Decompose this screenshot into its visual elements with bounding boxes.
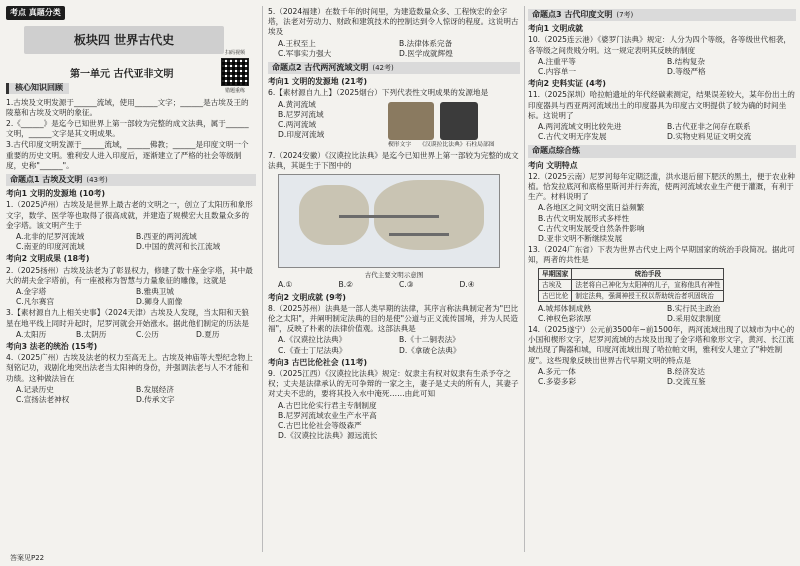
section-heading: 核心知识回顾 [6, 83, 69, 93]
map-caption: 古代主要文明示意图 [364, 271, 424, 280]
option[interactable]: B.古代文明发展形式多样性 [538, 213, 630, 223]
option[interactable]: C.多姿多彩 [538, 377, 577, 387]
question-1: 1.（2025泸州）古埃及是世界上最古老的文明之一，创立了太阳历和象形文字，数学、医学等也取得了很高成就，并建造了规模宏大且数量众多的金字塔。该文明产生于 [6, 200, 253, 230]
answer-reference: 答案见P22 [10, 554, 45, 562]
option[interactable]: B.尼罗河流域农业生产水平高 [278, 410, 377, 420]
category-tag: 考点 真题分类 [6, 6, 65, 20]
options-q3[interactable] [6, 330, 256, 340]
topic-title: 命题点1 古埃及文明 [10, 175, 83, 185]
option[interactable]: D.印度河流域 [278, 130, 325, 140]
option[interactable]: B.尼罗河流域 [278, 109, 324, 119]
option[interactable]: C.内容单一 [538, 67, 577, 77]
question-14: 14.（2025遂宁）公元前3500年~前1500年，两河流域出现了以城市为中心的小国和楔形文字，尼罗河流域的古埃及出现了金字塔和象形文字，黄河、长江流域出现了陶器和城，印度河流域出现了哈拉帕文明，雅利安人建立了"种姓制度"。这些现象反映出世界古代早期文明的特点是 [528, 325, 795, 365]
option[interactable]: C.凡尔赛宫 [16, 297, 55, 307]
option[interactable]: C.两河流域 [278, 120, 317, 130]
table-cell: 制定法典，强调神授王权以帮助统治者巩固统治 [572, 290, 724, 301]
knowledge-item: 1.古埃及文明发源于______流域，使用______文字；______是古埃及王的陵墓和古埃及文明的象征。 [6, 97, 249, 117]
option[interactable]: D.夏历 [196, 329, 220, 339]
option[interactable]: C.《查士丁尼法典》 [278, 345, 347, 355]
option[interactable]: C.③ [399, 280, 414, 290]
module-title: 板块四 世界古代史 [24, 26, 224, 54]
question-3: 3.【素材源自九上相关史事】（2024天津）古埃及人发现，当太阳和天狼星在地平线上同时升起时，尼罗河就会开始涨水。据此他们制定的历法是 [6, 308, 249, 328]
options-q2[interactable] [6, 287, 256, 307]
option[interactable]: C.古巴比伦社会等级森严 [278, 421, 362, 431]
option[interactable]: A.多元一体 [538, 366, 576, 376]
option[interactable]: A.两河流域文明比较先进 [538, 122, 622, 132]
option[interactable]: C.古代文明无序发展 [538, 132, 607, 142]
options-q7[interactable] [268, 280, 520, 290]
question-11: 11.（2025深圳）哈拉帕遗址的年代经碳素测定，结果误差较大，某年份出土的印度器具与西亚两河流域出土的印度器具为印度古文明提供了较为确的时间坐标。这说明了 [528, 90, 795, 120]
question-5: 5.（2024福建）在数千年的时间里，为建造数量众多、工程恢宏的金字塔，法老对劳动力、财政和建筑技术的控制达到令人惊讶的程度。这说明古埃及 [268, 7, 519, 37]
option[interactable]: D.传承文字 [136, 395, 175, 405]
option[interactable]: A.各地区之间文明交流日益频繁 [538, 203, 645, 213]
question-10: 10.（2025连云港）《婆罗门法典》规定：人分为四个等级，各等级世代相袭，各等级之间贵贱分明。这一规定表明其反映的制度 [528, 35, 792, 55]
hammurabi-stele-image [440, 102, 478, 140]
question-4: 4.（2025广州）古埃及法老的权力至高无上。古埃及神庙等大型纪念物上刻铭记功，戏剧化地突出法老当太阳神的身份，并强调法老与人不才能和功绩。这种做法旨在 [6, 353, 253, 383]
option[interactable]: B.雅典卫城 [136, 287, 174, 297]
option[interactable]: D.《拿破仑法典》 [399, 345, 461, 355]
option[interactable]: D.交流互鉴 [667, 377, 706, 387]
option[interactable]: D.医学成就辉煌 [399, 48, 453, 58]
option[interactable]: A.城邦体制成熟 [538, 303, 592, 313]
topic-title: 命题点2 古代两河流域文明 [272, 63, 369, 73]
option[interactable]: D.亚非文明不断继续发展 [538, 234, 623, 244]
option[interactable]: C.神权色彩浓厚 [538, 313, 592, 323]
qr-label-bottom: 错题重练 [224, 88, 245, 94]
options-q8[interactable] [268, 335, 520, 355]
direction-heading: 考向3 法老的统治 (15考) [6, 342, 98, 352]
question-2: 2.（2025扬州）古埃及法老为了彰显权力，修建了数十座金字塔，其中最大的胡夫金字塔前，有一座被称为智慧与力量象征的雕像，这就是 [6, 265, 253, 285]
options-q11[interactable] [528, 122, 796, 142]
option[interactable]: D.等级严格 [667, 67, 706, 77]
direction-heading: 考向2 文明成就 (9考) [268, 292, 346, 302]
option[interactable]: C.南亚的印度河流域 [16, 242, 85, 252]
direction-heading: 考向3 古巴比伦社会 (11考) [268, 357, 368, 367]
topic-heading [268, 62, 520, 74]
topic-heading [6, 174, 256, 186]
knowledge-item: 2.《______》是迄今已知世界上第一部较为完整的成文法典，属于______文明，______文字是其文明成果。 [6, 119, 249, 139]
option[interactable]: A.古巴比伦实行君主专制制度 [278, 400, 377, 410]
option[interactable]: A.金字塔 [16, 287, 47, 297]
option[interactable]: A.记录历史 [16, 384, 54, 394]
options-q4[interactable] [6, 385, 256, 405]
direction-heading: 考向1 文明的发源地 (21考) [268, 77, 368, 87]
option[interactable]: C.宣扬法老神权 [16, 395, 70, 405]
column-left [6, 6, 256, 552]
cuneiform-tablet-image [388, 102, 434, 140]
question-7: 7.（2024安徽）《汉谟拉比法典》是迄今已知世界上第一部较为完整的成文法典，其诞生于下图中的 [268, 150, 519, 171]
table-header: 早期国家 [539, 268, 572, 279]
question-12: 12.（2025云南）尼罗河每年定期泛滥，洪水退后留下肥沃的黑土，便于农业种植。恰发拉底河和底格里斯河并行奔流，使两河流域农业生产便于灌溉，有利于生产。材料说明了 [528, 171, 795, 202]
option[interactable]: A.北非的尼罗河流域 [16, 232, 85, 242]
option[interactable]: C.公历 [136, 329, 159, 339]
image-caption: 楔形文字 [388, 141, 412, 148]
option[interactable]: B.结构复杂 [667, 56, 705, 66]
options-q6[interactable] [268, 100, 388, 150]
column-middle [268, 6, 520, 552]
column-divider [524, 6, 525, 552]
option[interactable]: B.经济发达 [667, 366, 705, 376]
option[interactable]: B.发展经济 [136, 384, 174, 394]
options-q5[interactable] [268, 39, 520, 59]
unit-title: 第一单元 古代亚非文明 [70, 69, 174, 81]
direction-heading: 考向1 文明成就 [528, 24, 583, 34]
option[interactable]: B.《十二铜表法》 [399, 335, 460, 345]
map-route [339, 215, 439, 218]
direction-heading: 考向2 文明成果 (18考) [6, 254, 90, 264]
option[interactable]: A.《汉谟拉比法典》 [278, 335, 347, 345]
direction-heading: 考向1 文明的发源地 (10考) [6, 189, 106, 199]
table-row [539, 290, 724, 301]
option[interactable]: A.王权至上 [278, 38, 316, 48]
table-header: 统治手段 [572, 268, 724, 279]
option[interactable]: D.《汉谟拉比法典》源远流长 [278, 431, 378, 441]
option[interactable]: D.中国的黄河和长江流域 [136, 242, 221, 252]
option[interactable]: D.④ [459, 280, 475, 290]
option[interactable]: B.古代亚非之间存在联系 [667, 122, 751, 132]
direction-heading: 考向 文明特点 [528, 160, 578, 170]
topic-count: (43考) [86, 176, 108, 185]
practice-heading: 命题点综合练 [528, 145, 796, 157]
table-cell: 法老将自己神化为太阳神的儿子，宣称他具有神性 [572, 279, 724, 290]
option[interactable]: B.西亚的两河流域 [136, 232, 197, 242]
qr-label-top: 扫码视频 [224, 50, 245, 56]
option[interactable]: A.太阳历 [16, 329, 47, 339]
question-9: 9.（2025江西）《汉谟拉比法典》规定：奴隶主有权对奴隶有生杀予夺之权；丈夫是法律承认的无可争辩的一家之主，妻子是丈夫的所有人，其妻子对丈夫不忠的，要将其投入水中淹死……由此可知 [268, 369, 519, 399]
option[interactable]: D.实物史料见证文明交流 [667, 132, 752, 142]
options-q14[interactable] [528, 367, 796, 387]
option[interactable]: A.黄河流域 [278, 99, 316, 109]
options-q10[interactable] [528, 57, 796, 77]
qr-code-icon[interactable] [221, 58, 249, 86]
map-route [389, 233, 449, 236]
column-divider [262, 6, 263, 552]
topic-count: (42考) [372, 64, 394, 73]
qr-code-box[interactable] [220, 50, 250, 98]
option[interactable]: A.① [278, 280, 293, 290]
option[interactable]: B.② [338, 280, 353, 290]
option[interactable]: B.太阴历 [76, 329, 107, 339]
option[interactable]: B.实行民主政治 [667, 303, 721, 313]
table-cell: 古巴比伦 [539, 290, 572, 301]
option[interactable]: B.法律体系完备 [399, 38, 453, 48]
table-cell: 古埃及 [539, 279, 572, 290]
question-13: 13.（2024广东省）下表为世界古代史上两个早期国家的统治手段简况。据此可知，两者的共性是 [528, 245, 795, 265]
options-q1[interactable] [6, 232, 256, 252]
option[interactable]: C.古代文明发展受自然条件影响 [538, 223, 645, 233]
options-q9[interactable] [268, 401, 520, 442]
comparison-table [538, 268, 724, 302]
direction-heading: 考向2 史料实证 (4考) [528, 79, 606, 89]
artifact-images [388, 102, 495, 140]
option[interactable]: A.注重平等 [538, 56, 576, 66]
image-caption: 《汉谟拉比法典》石柱局部图 [419, 141, 495, 148]
options-q13[interactable] [528, 304, 796, 324]
knowledge-item: 3.古代印度文明发源于______流域，______佛教；______是印度文明一个重要的历史文明。雅利安人进入印度后，逐渐建立了严格的社会等级制度，史称"______"。 [6, 140, 249, 170]
question-8: 8.（2025苏州）法典是一部人类早期的法律，其序言称法典制定者为"巴比伦之太阳"，并阐明制定法典的目的是使"公道与正义流传国境，并为人民造福"，反映了朴素的法律价值观。这部法典是 [268, 303, 519, 334]
ancient-civilizations-map [278, 174, 500, 268]
option[interactable]: D.采用奴隶制度 [667, 313, 721, 323]
question-6: 6.【素材源自九上】（2025烟台）下列代表性文明成果的发源地是 [268, 88, 489, 98]
topic-title: 命题点3 古代印度文明 [532, 10, 613, 19]
table-row [539, 279, 724, 290]
column-right [528, 6, 796, 552]
option[interactable]: D.狮身人面像 [136, 297, 183, 307]
topic-count: (7考) [616, 11, 634, 19]
option[interactable]: C.军事实力强大 [278, 48, 332, 58]
options-q12[interactable] [528, 203, 796, 244]
topic-heading [528, 9, 796, 21]
